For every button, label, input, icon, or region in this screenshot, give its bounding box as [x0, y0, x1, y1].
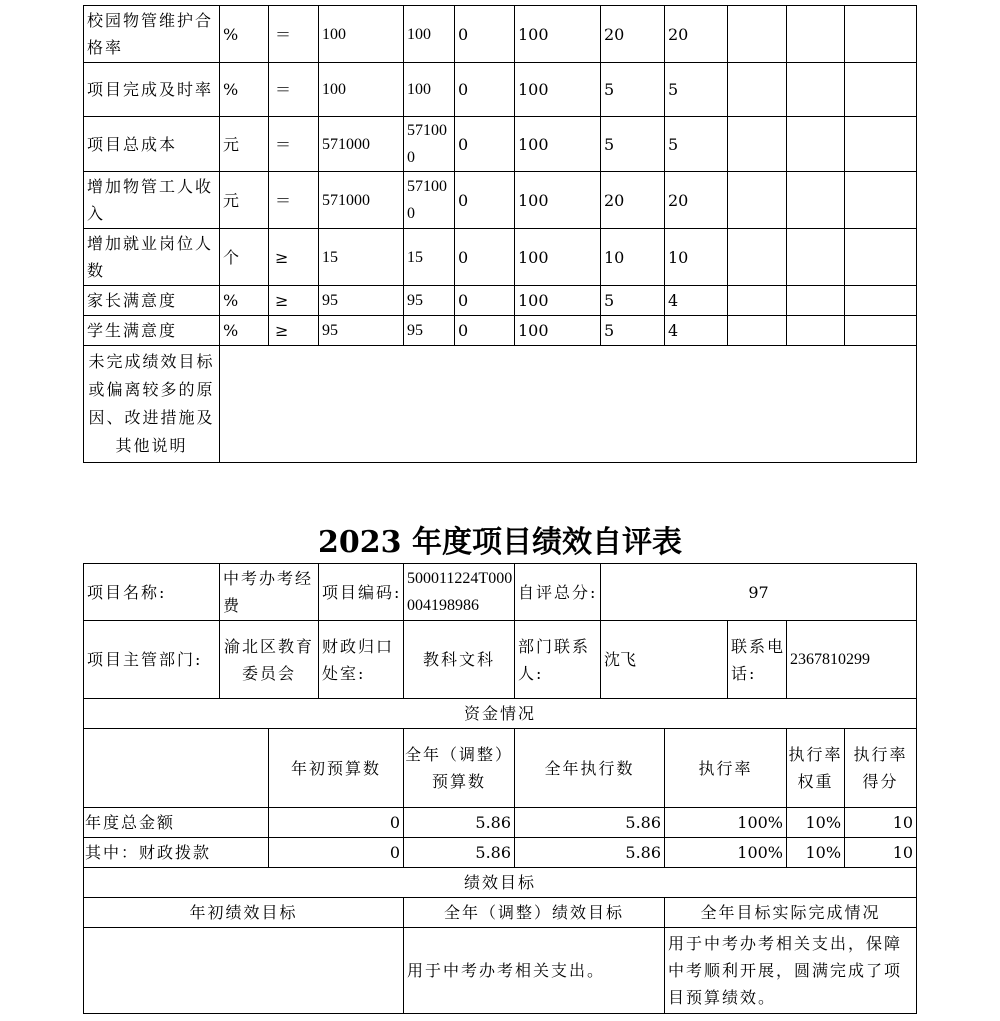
phone-label: 联系电话:	[728, 621, 787, 699]
indicator-actual-cell: 15	[404, 229, 455, 286]
indicator-name-cell: 校园物管维护合格率	[84, 6, 220, 63]
goals-actual-value: 用于中考办考相关支出，保障中考顺利开展，圆满完成了项目预算绩效。	[665, 928, 917, 1014]
table-row	[84, 316, 917, 346]
empty-cell	[787, 316, 845, 346]
funds-header-adjusted: 全年（调整）预算数	[404, 729, 515, 808]
indicator-name-cell: 学生满意度	[84, 316, 220, 346]
indicator-target-cell: 571000	[319, 172, 404, 229]
funds-row-label: 年度总金额	[84, 808, 269, 838]
funds-row-label: 其中：财政拨款	[84, 838, 269, 868]
indicator-target-cell: 95	[319, 286, 404, 316]
indicator-weight-cell: 5	[601, 316, 665, 346]
contact-value: 沈飞	[601, 621, 728, 699]
indicator-target-cell: 95	[319, 316, 404, 346]
funds-cell: 5.86	[515, 808, 665, 838]
indicator-weight-cell: 20	[601, 6, 665, 63]
explanation-label: 未完成绩效目标或偏离较多的原因、改进措施及其他说明	[84, 346, 220, 463]
table-row	[84, 172, 917, 229]
indicator-unit-cell: 个	[220, 229, 269, 286]
indicator-weight-cell: 5	[601, 63, 665, 117]
score-label: 自评总分:	[515, 564, 601, 621]
funds-header-score: 执行率得分	[845, 729, 917, 808]
indicator-actual-cell: 571000	[404, 172, 455, 229]
empty-cell	[787, 63, 845, 117]
funds-header-initial: 年初预算数	[269, 729, 404, 808]
funds-section-header: 资金情况	[84, 699, 917, 729]
indicator-op-cell: ＝	[269, 172, 319, 229]
empty-cell	[728, 63, 787, 117]
funds-cell: 10%	[787, 808, 845, 838]
goals-header-initial: 年初绩效目标	[84, 898, 404, 928]
indicator-rate-cell: 100	[515, 229, 601, 286]
table-row	[84, 63, 917, 117]
indicator-actual-cell: 95	[404, 286, 455, 316]
indicator-score-cell: 20	[665, 6, 728, 63]
finance-label: 财政归口处室:	[319, 621, 404, 699]
indicator-name-cell: 家长满意度	[84, 286, 220, 316]
indicator-unit-cell: %	[220, 63, 269, 117]
finance-value: 教科文科	[404, 621, 515, 699]
empty-cell	[787, 172, 845, 229]
indicator-actual-cell: 100	[404, 6, 455, 63]
indicator-name-cell: 项目总成本	[84, 117, 220, 172]
indicator-rate-cell: 100	[515, 6, 601, 63]
empty-cell	[787, 286, 845, 316]
indicator-score-cell: 20	[665, 172, 728, 229]
indicator-table	[83, 5, 917, 463]
indicator-op-cell: ≥	[269, 316, 319, 346]
table-row	[84, 6, 917, 63]
empty-cell	[845, 229, 917, 286]
indicator-dev-cell: 0	[455, 63, 515, 117]
indicator-target-cell: 100	[319, 63, 404, 117]
explanation-value	[220, 346, 917, 463]
indicator-actual-cell: 571000	[404, 117, 455, 172]
indicator-name-cell: 项目完成及时率	[84, 63, 220, 117]
empty-cell	[728, 6, 787, 63]
indicator-op-cell: ＝	[269, 117, 319, 172]
indicator-score-cell: 10	[665, 229, 728, 286]
project-name-value: 中考办考经费	[220, 564, 319, 621]
funds-cell: 10	[845, 808, 917, 838]
empty-cell	[728, 286, 787, 316]
indicator-unit-cell: %	[220, 286, 269, 316]
indicator-op-cell: ＝	[269, 63, 319, 117]
funds-cell: 5.86	[404, 838, 515, 868]
table-row	[84, 838, 917, 868]
empty-cell	[845, 316, 917, 346]
contact-label: 部门联系人:	[515, 621, 601, 699]
table-row	[84, 229, 917, 286]
project-code-value: 500011224T000004198986	[404, 564, 515, 621]
empty-cell	[728, 172, 787, 229]
indicator-op-cell: ≥	[269, 229, 319, 286]
empty-cell	[845, 172, 917, 229]
indicator-dev-cell: 0	[455, 286, 515, 316]
empty-cell	[787, 117, 845, 172]
indicator-dev-cell: 0	[455, 117, 515, 172]
indicator-rate-cell: 100	[515, 63, 601, 117]
funds-header-rate: 执行率	[665, 729, 787, 808]
indicator-score-cell: 4	[665, 286, 728, 316]
funds-cell: 0	[269, 838, 404, 868]
indicator-unit-cell: %	[220, 6, 269, 63]
empty-cell	[728, 316, 787, 346]
indicator-target-cell: 100	[319, 6, 404, 63]
indicator-weight-cell: 5	[601, 286, 665, 316]
indicator-name-cell: 增加物管工人收入	[84, 172, 220, 229]
indicator-unit-cell: %	[220, 316, 269, 346]
goals-header-adjusted: 全年（调整）绩效目标	[404, 898, 665, 928]
project-name-label: 项目名称:	[84, 564, 220, 621]
indicator-dev-cell: 0	[455, 172, 515, 229]
page-title: 2023 年度项目绩效自评表	[318, 525, 682, 560]
funds-cell: 0	[269, 808, 404, 838]
score-value: 97	[601, 564, 917, 621]
dept-value: 渝北区教育委员会	[220, 621, 319, 699]
funds-cell: 10%	[787, 838, 845, 868]
goals-initial-value	[84, 928, 404, 1014]
funds-header-executed: 全年执行数	[515, 729, 665, 808]
indicator-target-cell: 15	[319, 229, 404, 286]
empty-cell	[787, 229, 845, 286]
table-row	[84, 286, 917, 316]
table-row	[84, 117, 917, 172]
dept-label: 项目主管部门:	[84, 621, 220, 699]
indicator-weight-cell: 5	[601, 117, 665, 172]
funds-header-weight: 执行率权重	[787, 729, 845, 808]
indicator-dev-cell: 0	[455, 316, 515, 346]
indicator-rate-cell: 100	[515, 172, 601, 229]
indicator-weight-cell: 20	[601, 172, 665, 229]
funds-corner-cell	[84, 729, 269, 808]
funds-cell: 5.86	[404, 808, 515, 838]
goals-adjusted-value: 用于中考办考相关支出。	[404, 928, 665, 1014]
funds-cell: 100%	[665, 838, 787, 868]
funds-cell: 5.86	[515, 838, 665, 868]
indicator-target-cell: 571000	[319, 117, 404, 172]
empty-cell	[728, 229, 787, 286]
funds-cell: 100%	[665, 808, 787, 838]
indicator-op-cell: ≥	[269, 286, 319, 316]
table-row	[84, 808, 917, 838]
goals-section-header: 绩效目标	[84, 868, 917, 898]
self-evaluation-table	[83, 563, 917, 1014]
indicator-actual-cell: 100	[404, 63, 455, 117]
indicator-rate-cell: 100	[515, 117, 601, 172]
indicator-score-cell: 4	[665, 316, 728, 346]
indicator-name-cell: 增加就业岗位人数	[84, 229, 220, 286]
indicator-unit-cell: 元	[220, 117, 269, 172]
empty-cell	[787, 6, 845, 63]
funds-cell: 10	[845, 838, 917, 868]
indicator-dev-cell: 0	[455, 229, 515, 286]
indicator-unit-cell: 元	[220, 172, 269, 229]
empty-cell	[845, 6, 917, 63]
indicator-op-cell: ＝	[269, 6, 319, 63]
indicator-weight-cell: 10	[601, 229, 665, 286]
empty-cell	[845, 63, 917, 117]
indicator-score-cell: 5	[665, 117, 728, 172]
empty-cell	[845, 117, 917, 172]
indicator-rate-cell: 100	[515, 286, 601, 316]
empty-cell	[845, 286, 917, 316]
indicator-dev-cell: 0	[455, 6, 515, 63]
indicator-actual-cell: 95	[404, 316, 455, 346]
indicator-score-cell: 5	[665, 63, 728, 117]
indicator-rate-cell: 100	[515, 316, 601, 346]
project-code-label: 项目编码:	[319, 564, 404, 621]
phone-value: 2367810299	[787, 621, 917, 699]
empty-cell	[728, 117, 787, 172]
goals-header-actual: 全年目标实际完成情况	[665, 898, 917, 928]
